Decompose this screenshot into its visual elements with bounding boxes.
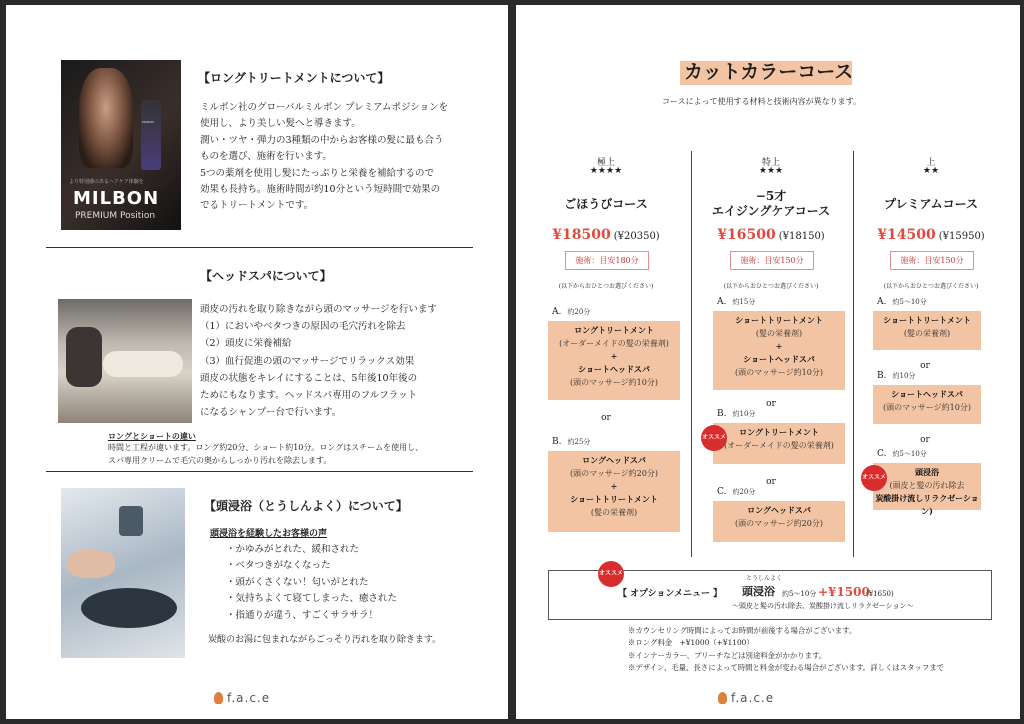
diff-title: ロングとショートの違い xyxy=(108,431,196,441)
text-line: （1）においやベタつきの原因の毛穴汚れを除去 xyxy=(200,321,406,333)
or-separator: or xyxy=(601,413,611,423)
text-line: ミルボン社のグローバルミルボン プレミアムポジションを xyxy=(200,102,449,113)
option-letter: B. xyxy=(552,437,562,447)
option-line: ショートヘッドスパ xyxy=(891,389,963,399)
option-time: 約20分 xyxy=(567,308,591,316)
option-letter: B. xyxy=(717,409,727,419)
option-line: + xyxy=(610,481,618,491)
choose-note: (以下からおひとつお選びください) xyxy=(558,283,654,290)
option-label xyxy=(552,437,590,447)
head-bath-photo xyxy=(61,488,185,658)
option-ruby: とうしんよく xyxy=(746,575,783,582)
option-box xyxy=(713,501,845,542)
divider xyxy=(46,471,473,472)
option-letter: C. xyxy=(877,449,887,459)
option-time: 約25分 xyxy=(567,438,591,446)
option-box xyxy=(873,463,981,516)
text-line: ※カウンセリング時間によってお時間が前後する場合がございます。 xyxy=(628,626,857,635)
option-label xyxy=(717,487,755,497)
bottle-label: MILBON xyxy=(142,120,154,124)
text-line: （3）血行促進の頭のマッサージでリラックス効果 xyxy=(200,355,415,367)
duration-badge: 施術：目安150分 xyxy=(890,251,974,270)
option-name: 頭浸浴 xyxy=(742,585,775,598)
option-time: 約10分 xyxy=(732,410,756,418)
text-line: 時間と工程が違います。ロング約20分、ショート約10分。ロングはスチームを使用し、 xyxy=(108,443,424,452)
treatment-heading: 【ロングトリートメントについて】 xyxy=(198,71,390,85)
milbon-position: PREMIUM Position xyxy=(75,211,156,221)
option-box xyxy=(873,311,981,350)
course-price xyxy=(546,227,666,243)
option-line: ロングヘッドスパ xyxy=(747,505,811,515)
course-stars: ★★★ xyxy=(758,166,784,176)
option-line: ロングヘッドスパ xyxy=(582,455,646,465)
duration-badge: 施術：目安150分 xyxy=(730,251,814,270)
option-desc: 〜頭皮と髪の汚れ除去、炭酸掛け流しリラクゼーション〜 xyxy=(732,602,914,610)
text-line: でるトリートメントです。 xyxy=(200,200,314,212)
logo-text: f.a.c.e xyxy=(227,691,271,705)
option-line: (髪の栄養剤) xyxy=(903,329,951,338)
option-line: (オーダーメイドの髪の栄養剤) xyxy=(559,339,669,348)
text-line: ものを選び、施術を行います。 xyxy=(200,151,332,163)
option-time: 約5〜10分 xyxy=(782,590,817,598)
option-box xyxy=(713,423,845,464)
option-box xyxy=(548,451,680,532)
option-label xyxy=(877,297,927,307)
client-face xyxy=(67,550,115,578)
price-tax: (¥18150) xyxy=(778,231,825,242)
or-separator: or xyxy=(766,399,776,409)
option-line: (オーダーメイドの髪の栄養剤) xyxy=(724,441,834,450)
text-line: ・ベタつきがなくなった xyxy=(226,560,331,572)
milbon-ad-image xyxy=(61,60,181,230)
divider xyxy=(46,247,473,248)
recommend-badge: オススメ xyxy=(861,465,887,491)
or-separator: or xyxy=(920,361,930,371)
column-divider xyxy=(853,151,854,557)
course-stars: ★★★★ xyxy=(589,166,623,176)
course-name: −5才 xyxy=(755,189,787,203)
option-line: ショートトリートメント xyxy=(735,315,823,325)
therapist-figure xyxy=(66,327,102,387)
option-label xyxy=(552,307,590,317)
option-letter: C. xyxy=(717,487,727,497)
option-price-tax: (¥1650) xyxy=(866,590,894,598)
text-line: 効果も長持ち。施術時間が約10分という短時間で効果の xyxy=(200,184,441,195)
or-separator: or xyxy=(766,477,776,487)
price-value: ¥14500 xyxy=(877,227,936,243)
milbon-logo: MILBON xyxy=(73,188,160,209)
text-line: （2）頭皮に栄養補給 xyxy=(200,338,292,350)
course-price xyxy=(711,227,831,243)
option-time: 約20分 xyxy=(732,488,756,496)
column-divider xyxy=(691,151,692,557)
text-line: 使用し、より美しい髪へと導きます。 xyxy=(200,118,361,130)
option-line: (頭のマッサージ約20分) xyxy=(735,519,823,528)
option-letter: A. xyxy=(552,307,562,317)
course-name-2: エイジングケアコース xyxy=(711,204,831,218)
option-box xyxy=(548,321,680,400)
logo-text: f.a.c.e xyxy=(731,691,775,705)
price-value: ¥18500 xyxy=(552,227,611,243)
choose-note: (以下からおひとつお選びください) xyxy=(883,283,979,290)
text-line: スパ専用クリームで毛穴の奥からしっかり汚れを除去します。 xyxy=(108,456,332,465)
option-line: + xyxy=(775,341,783,351)
milbon-tagline: より特別感のあるヘアケア体験を xyxy=(69,179,144,185)
bath-tub xyxy=(81,588,177,628)
option-line: (頭のマッサージ約10分) xyxy=(570,378,658,387)
option-label: 【 オプションメニュー 】 xyxy=(618,589,723,599)
course-grade: 上 xyxy=(926,158,936,168)
course-stars: ★★ xyxy=(922,166,940,176)
course-grade: 特上 xyxy=(761,158,780,168)
option-line: ショートトリートメント xyxy=(570,494,658,504)
text-line: ※デザイン、毛量、長さによって時間と料金が変わる場合がございます。詳しくはスタッフまで xyxy=(628,663,945,673)
course-grade: 極上 xyxy=(596,158,615,168)
option-letter: B. xyxy=(877,371,887,381)
option-line: 頭浸浴 xyxy=(915,467,939,477)
headspa-heading: 【ヘッドスパについて】 xyxy=(200,269,332,283)
product-bottle xyxy=(141,100,161,170)
option-badge: オススメ xyxy=(598,561,624,587)
text-line: ためにもなります。ヘッドスパ専用のフルフラット xyxy=(200,390,418,401)
choose-note: (以下からおひとつお選びください) xyxy=(723,283,819,290)
or-separator: or xyxy=(920,435,930,445)
course-title: カットカラーコース xyxy=(684,61,854,83)
option-line: (頭のマッサージ約10分) xyxy=(883,403,971,412)
option-time: 約15分 xyxy=(732,298,756,306)
face-logo xyxy=(718,691,774,705)
course-subtitle: コースによって使用する材料と技術内容が異なります。 xyxy=(662,97,861,106)
text-line: 潤い・ツヤ・弾力の3種類の中からお客様の髪に最も合う xyxy=(200,134,444,146)
text-line: ・気持ちよくて寝てしまった、癒された xyxy=(226,593,398,605)
option-letter: A. xyxy=(877,297,887,307)
course-name: ごほうびコース xyxy=(564,197,648,211)
option-line: 炭酸掛け流しリラクゼーション) xyxy=(875,493,979,516)
option-line: ショートトリートメント xyxy=(883,315,971,325)
recommend-badge: オススメ xyxy=(701,425,727,451)
option-line: + xyxy=(610,351,618,361)
right-page xyxy=(516,5,1020,719)
option-label xyxy=(877,371,915,381)
option-line: ショートヘッドスパ xyxy=(743,354,815,364)
option-label xyxy=(717,409,755,419)
course-name: プレミアムコース xyxy=(883,197,979,211)
text-line: ※インナーカラー、ブリーチなどは別途料金がかかります。 xyxy=(628,650,827,660)
option-line: (頭皮と髪の汚れ除去 xyxy=(889,481,965,490)
duration-badge: 施術：目安180分 xyxy=(565,251,649,270)
option-label xyxy=(877,449,927,459)
head-bath-heading: 【頭浸浴（とうしんよく）について】 xyxy=(204,499,408,513)
flame-icon xyxy=(214,692,223,704)
bath-closing: 炭酸のお湯に包まれながらごっそり汚れを取り除きます。 xyxy=(208,635,442,645)
text-line: 頭皮の汚れを取り除きながら頭のマッサージを行います xyxy=(200,304,437,315)
option-line: ショートヘッドスパ xyxy=(578,364,650,374)
option-label xyxy=(717,297,755,307)
flame-icon xyxy=(718,692,727,704)
headspa-photo xyxy=(58,299,192,423)
option-time: 約5〜10分 xyxy=(892,298,927,306)
option-letter: A. xyxy=(717,297,727,307)
option-time: 約5〜10分 xyxy=(892,450,927,458)
price-tax: (¥15950) xyxy=(938,231,985,242)
text-line: ※ロング料金 +¥1000（+¥1100） xyxy=(628,638,754,648)
option-line: ロングトリートメント xyxy=(739,427,819,437)
option-price: +¥1500 xyxy=(818,585,870,599)
option-time: 約10分 xyxy=(892,372,916,380)
option-line: (髪の栄養剤) xyxy=(755,329,803,338)
face-logo xyxy=(214,691,270,705)
option-line: (頭のマッサージ約10分) xyxy=(735,368,823,377)
voice-title: 頭浸浴を経験したお客様の声 xyxy=(210,529,328,539)
client-figure xyxy=(103,351,183,377)
option-box xyxy=(713,311,845,390)
shower-device xyxy=(119,506,143,536)
option-box xyxy=(873,385,981,424)
option-line: (頭のマッサージ約20分) xyxy=(570,469,658,478)
text-line: になるシャンプー台で行います。 xyxy=(200,407,342,419)
option-line: (髪の栄養剤) xyxy=(590,508,638,517)
text-line: ・かゆみがとれた、緩和された xyxy=(226,544,360,555)
left-page xyxy=(6,5,508,719)
model-photo xyxy=(79,68,133,168)
text-line: 5つの薬剤を使用し髪にたっぷりと栄養を補給するので xyxy=(200,167,435,179)
option-line: ロングトリートメント xyxy=(574,325,654,335)
text-line: ・頭がくさくない！匂いがとれた xyxy=(226,576,369,588)
price-tax: (¥20350) xyxy=(613,231,660,242)
text-line: 頭皮の状態をキレイにすることは、5年後10年後の xyxy=(200,372,418,384)
text-line: ・指通りが違う、すごくサラサラ！ xyxy=(226,609,379,621)
price-value: ¥16500 xyxy=(717,227,776,243)
course-price xyxy=(871,227,991,243)
